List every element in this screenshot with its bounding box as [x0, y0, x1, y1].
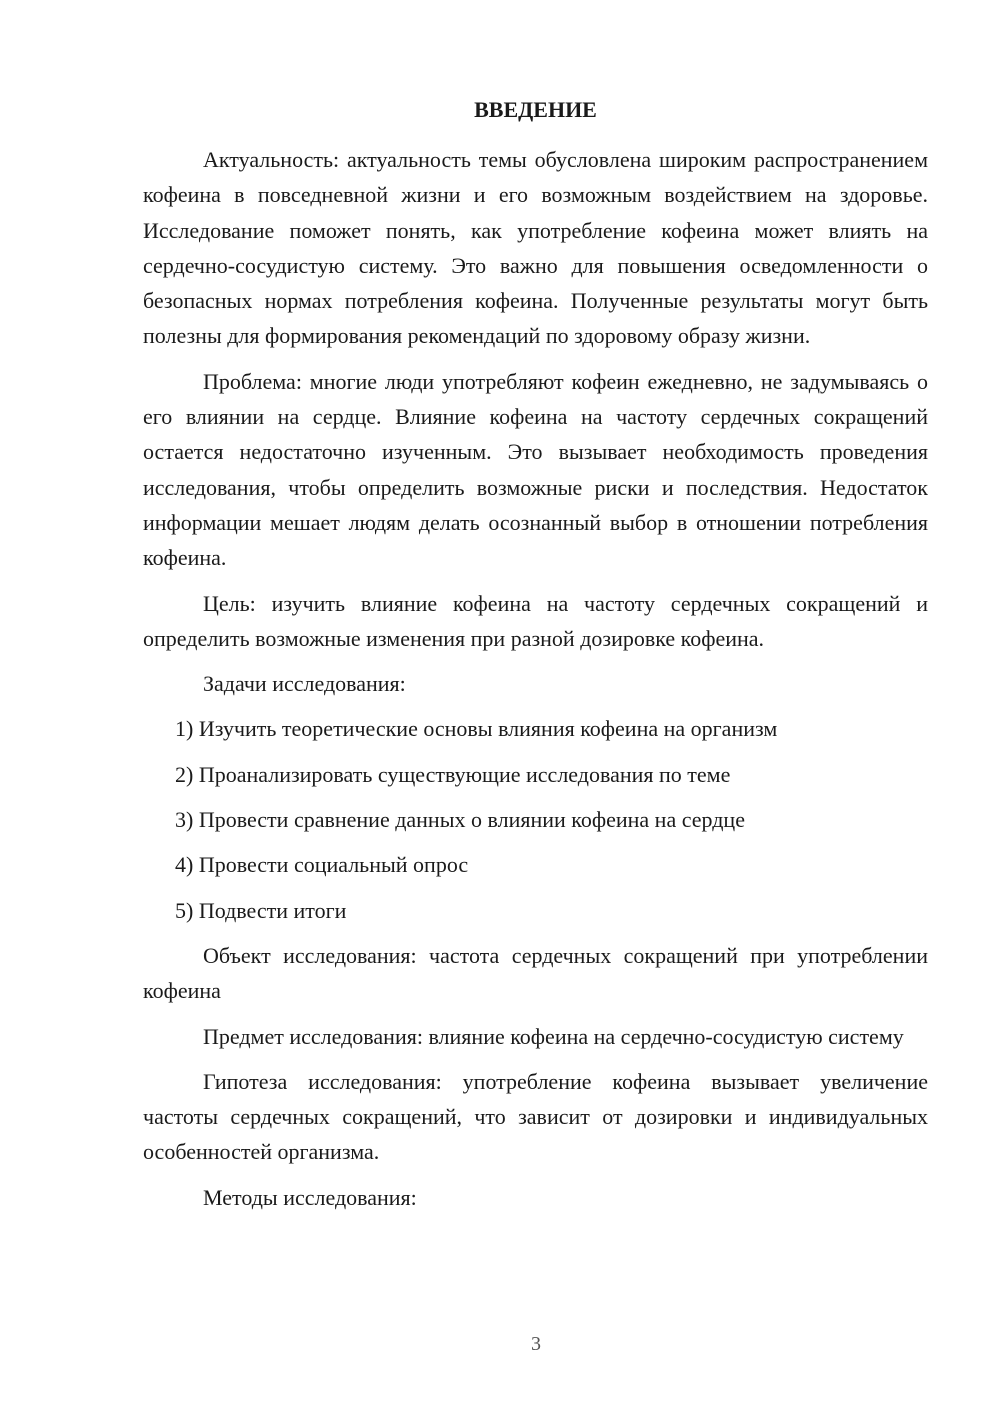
- relevance-paragraph: Актуальность: актуальность темы обусловлена широким распространением кофеина в повседневной жизни и его возможным воздействием на здоровье. Исследование поможет понять, как употребление кофеина может влиять на сердечно-сосудистую систему. Это важно для повышения осведомленности о безопасных нормах потребления кофеина. Полученные результаты могут быть полезны для формирования рекомендаций по здоровому образу жизни.: [143, 147, 928, 349]
- list-item: 2) Проанализировать существующие исследования по теме: [175, 761, 731, 787]
- section-heading: ВВЕДЕНИЕ: [474, 97, 597, 122]
- subject-paragraph: Предмет исследования: влияние кофеина на сердечно-сосудистую систему: [203, 1023, 904, 1049]
- page-number: 3: [531, 1333, 541, 1355]
- document-page: [143, 95, 928, 1225]
- goal-paragraph: Цель: изучить влияние кофеина на частоту сердечных сокращений и определить возможные изменения при разной дозировке кофеина.: [143, 590, 928, 651]
- methods-title: Методы исследования:: [203, 1184, 417, 1210]
- list-item: 5) Подвести итоги: [175, 897, 347, 923]
- list-item: 3) Провести сравнение данных о влиянии кофеина на сердце: [175, 807, 745, 833]
- problem-paragraph: Проблема: многие люди употребляют кофеин ежедневно, не задумываясь о его влиянии на сердце. Влияние кофеина на частоту сердечных сокращений остается недостаточно изученным. Это вызывает необходимость проведения исследования, чтобы определить возможные риски и последствия. Недостаток информации мешает людям делать осознанный выбор в отношении потребления кофеина.: [143, 368, 928, 571]
- list-item: 1) Изучить теоретические основы влияния кофеина на организм: [175, 716, 778, 742]
- object-paragraph: Объект исследования: частота сердечных сокращений при употреблении кофеина: [143, 942, 928, 1004]
- tasks-title: Задачи исследования:: [203, 671, 406, 697]
- tasks-list: [143, 711, 928, 927]
- hypothesis-paragraph: Гипотеза исследования: употребление кофеина вызывает увеличение частоты сердечных сокращений, что зависит от дозировки и индивидуальных особенностей организма.: [143, 1068, 928, 1165]
- list-item: 4) Провести социальный опрос: [175, 852, 469, 878]
